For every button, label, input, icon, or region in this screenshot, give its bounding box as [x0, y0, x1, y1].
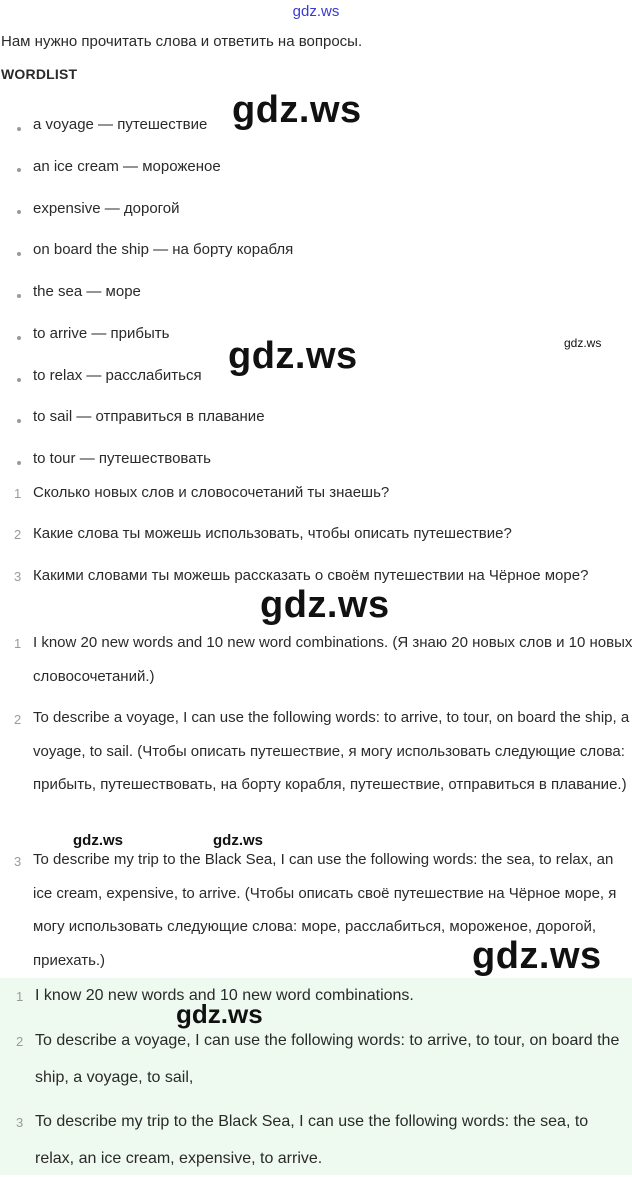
watermark: gdz.ws [73, 832, 124, 849]
list-item: the sea — море [33, 283, 141, 300]
list-item: to tour — путешествовать [33, 450, 211, 467]
summary-text: To describe a voyage, I can use the following words: to arrive, to tour, on board the ship, a voyage, to sail, [35, 1032, 620, 1086]
answer-text: I know 20 new words and 10 new word combinations. (Я знаю 20 новых слов и 10 новых словосочетаний.) [33, 634, 632, 685]
watermark: gdz.ws [176, 999, 263, 1029]
bullet-icon [17, 336, 21, 340]
question-number: 1 [14, 486, 22, 501]
watermark: gdz.ws [232, 89, 362, 131]
list-item: a voyage — путешествие [33, 116, 208, 133]
bullet-icon [17, 252, 21, 256]
summary-number: 1 [16, 989, 24, 1004]
list-item: on board the ship — на борту корабля [33, 241, 294, 258]
answer-number: 2 [14, 712, 22, 727]
watermark: gdz.ws [260, 584, 390, 626]
bullet-icon [17, 127, 21, 131]
question-text: Сколько новых слов и словосочетаний ты знаешь? [33, 484, 390, 501]
list-item: expensive — дорогой [33, 200, 180, 217]
watermark: gdz.ws [228, 335, 358, 377]
bullet-icon [17, 168, 21, 172]
bullet-icon [17, 461, 21, 465]
watermark: gdz.ws [472, 935, 602, 977]
intro-text: Нам нужно прочитать слова и ответить на вопросы. [1, 33, 363, 50]
bullet-icon [17, 210, 21, 214]
wordlist-heading: WORDLIST [1, 66, 78, 82]
list-item: to relax — расслабиться [33, 367, 202, 384]
question-number: 2 [14, 527, 22, 542]
answer-number: 3 [14, 854, 22, 869]
question-text: Какие слова ты можешь использовать, чтобы описать путешествие? [33, 525, 512, 542]
list-item: to arrive — прибыть [33, 325, 170, 342]
answer-number: 1 [14, 636, 22, 651]
summary-number: 2 [16, 1034, 24, 1049]
bullet-icon [17, 378, 21, 382]
watermark: gdz.ws [564, 336, 602, 350]
answer-text: To describe my trip to the Black Sea, I can use the following words: the sea, to relax, an ice cream, expensive, to arrive. (Чтобы описать своё путешествие на Чёрное море, я могу использовать следующие слова: море, расслабиться, мороженое, дорогой, приехать.) [33, 851, 617, 969]
question-number: 3 [14, 569, 22, 584]
list-item: an ice cream — мороженое [33, 158, 221, 175]
question-text: Какими словами ты можешь рассказать о своём путешествии на Чёрное море? [33, 567, 589, 584]
summary-number: 3 [16, 1115, 24, 1130]
answer-text: To describe a voyage, I can use the following words: to arrive, to tour, on board the ship, a voyage, to sail. (Чтобы описать путешествие, я могу использовать следующие слова: прибыть, путешествовать, на борту корабля, путешествие, отправиться в плавание.) [33, 709, 630, 793]
site-watermark-top: gdz.ws [292, 3, 340, 20]
bullet-icon [17, 419, 21, 423]
list-item: to sail — отправиться в плавание [33, 408, 265, 425]
summary-text: I know 20 new words and 10 new word combinations. [35, 987, 414, 1004]
bullet-icon [17, 294, 21, 298]
summary-text: To describe my trip to the Black Sea, I can use the following words: the sea, to relax, an ice cream, expensive, to arrive. [35, 1113, 589, 1167]
watermark: gdz.ws [213, 832, 264, 849]
